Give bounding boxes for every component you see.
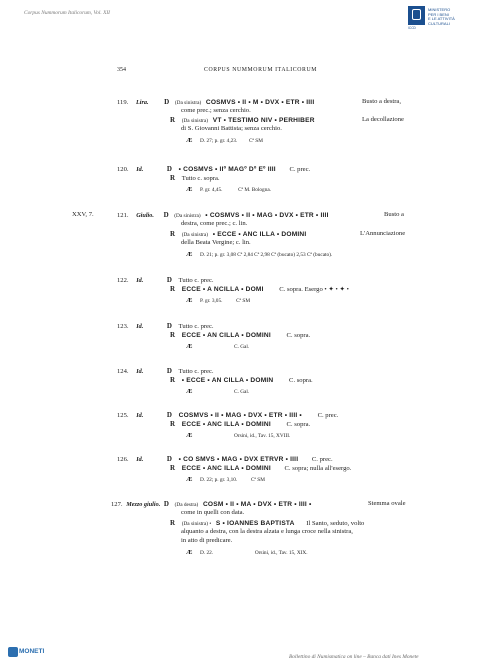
obverse-legend: COSM • II • MA • DVX • ETR • IIII •	[202, 501, 312, 508]
ministry-emblem-icon	[408, 6, 425, 25]
reverse-mark: R	[170, 331, 176, 339]
reverse-legend: • ECCE • ANC ILLA • DOMINI	[212, 231, 307, 238]
obverse-legend: • COSMVS • IIº MAGº Dº Eº IIII	[178, 166, 276, 173]
reverse-legend: VT • TESTIMO NIV • PERHIBER	[212, 117, 315, 124]
entry-line: R ECCE • ANC ILLA • DOMINI C. sopra.	[170, 420, 311, 428]
reverse-legend: S • IOANNES BAPTISTA	[215, 520, 295, 527]
obverse-mark: D	[166, 165, 172, 173]
entry-line: 127. Mezzo giulio. D (Da destra) COSM • II • MA • DVX • ETR • IIII •	[111, 500, 312, 508]
reverse-mark: R	[170, 230, 176, 238]
entry-meta: Æ P. gr. 3,05. Cª SM	[186, 297, 251, 304]
entry-line: 125. Id. D COSMVS • II • MAG • DVX • ETR • IIII • C. prec.	[117, 411, 339, 419]
entry-meta: Æ C. Gal.	[186, 343, 250, 350]
obverse-mark: D	[163, 211, 169, 219]
entry-meta: Æ D. 27; p. gr. 4,23. Cª SM	[186, 137, 263, 144]
obverse-mark: D	[166, 322, 172, 330]
reverse-legend: ECCE • ANC ILLA • DOMINI	[181, 421, 271, 428]
entry-meta: Æ D. 22; p. gr. 3,10. Cª SM	[186, 476, 265, 483]
reverse-mark: R	[170, 116, 176, 124]
reverse-mark: R	[170, 376, 176, 384]
reverse-legend: ECCE • AN CILLA • DOMINI	[181, 332, 271, 339]
footer-text: Bollettino di Numismatica on line – Banca dati Ines Monete	[289, 654, 419, 660]
plate-reference: XXV, 7.	[72, 211, 94, 218]
obverse-mark: D	[164, 98, 170, 106]
entry-meta: Æ D. 21; p. gr. 3,08 Cª 2,84 Cª 2,98 Cª (bucato) 2,53 Cª (bucato).	[186, 251, 333, 258]
reverse-mark: R	[170, 464, 176, 472]
reverse-mark: R	[170, 420, 176, 428]
entry-line: R (Da sinistra) • ECCE • ANC ILLA • DOMINI	[170, 230, 307, 238]
entry-line: 119. Lira. D (Da sinistra) COSMVS • II • M • DVX • ETR • IIII	[117, 98, 315, 106]
entry-line: R ECCE • AN CILLA • DOMINI C. sopra.	[170, 331, 311, 339]
obverse-mark: D	[166, 455, 172, 463]
entry-line: 123. Id. D Tutto c. prec.	[117, 322, 214, 330]
entry-meta: Æ P. gr. 4,45. Cª M. Bologna.	[186, 186, 272, 193]
entry-line: R Tutto c. sopra.	[170, 174, 220, 182]
entry-line: 124. Id. D Tutto c. prec.	[117, 367, 214, 375]
entry-meta: Æ D. 22. Orsini, id., Tav. 15, XIX.	[186, 549, 308, 556]
logo-subtitle: ICCD	[408, 26, 416, 30]
entry-line: R (Da sinistra) VT • TESTIMO NIV • PERHIBER	[170, 116, 315, 124]
reverse-legend: • ECCE • AN CILLA • DOMIN	[181, 377, 274, 384]
entry-line: R • ECCE • AN CILLA • DOMIN C. sopra.	[170, 376, 313, 384]
coin-icon	[8, 647, 18, 657]
entry-line: 120. Id. D • COSMVS • IIº MAGº Dº Eº IIII C. prec.	[117, 165, 311, 173]
running-title: CORPUS NUMMORUM ITALICORUM	[204, 67, 318, 73]
obverse-mark: D	[166, 276, 172, 284]
entry-line: R ECCE • ANC ILLA • DOMINI C. sopra; nulla all'esergo.	[170, 464, 352, 472]
entry-line: 121. Giulio. D (Da sinistra) • COSMVS • II • MAG • DVX • ETR • IIII	[117, 211, 329, 219]
moneti-logo: MONETI	[8, 644, 42, 659]
entry-line: R ECCE • A NCILLA • DOMI C. sopra. Esergo • ✦ • ✦ •	[170, 285, 349, 293]
entry-meta: Æ C. Gal.	[186, 388, 250, 395]
obverse-mark: D	[163, 500, 169, 508]
obverse-legend: • COSMVS • II • MAG • DVX • ETR • IIII	[205, 212, 329, 219]
source-header: Corpus Nummorum Italicorum, Vol. XII	[24, 10, 110, 16]
page-number: 354	[117, 67, 126, 73]
reverse-mark: R	[170, 174, 176, 182]
entry-line: 122. Id. D Tutto c. prec.	[117, 276, 214, 284]
entry-line: R (Da sinistra) • S • IOANNES BAPTISTA Il Santo, seduto, volto	[170, 519, 365, 527]
logo-text: MINISTERO PER I BENI E LE ATTIVITÀ CULTURALI	[428, 7, 455, 26]
obverse-legend: COSMVS • II • M • DVX • ETR • IIII	[205, 99, 315, 106]
ministry-logo	[408, 6, 476, 32]
reverse-mark: R	[170, 519, 176, 527]
entry-meta: Æ Orsini, id., Tav. 15, XVIII.	[186, 432, 291, 439]
obverse-legend: COSMVS • II • MAG • DVX • ETR • IIII •	[178, 412, 302, 419]
obverse-mark: D	[166, 411, 172, 419]
obverse-mark: D	[166, 367, 172, 375]
reverse-legend: ECCE • ANC ILLA • DOMINI	[181, 465, 271, 472]
entry-line: 126. Id. D • CO SMVS • MAG • DVX ETRVR • IIII C. prec.	[117, 455, 333, 463]
reverse-legend: ECCE • A NCILLA • DOMI	[181, 286, 264, 293]
obverse-legend: • CO SMVS • MAG • DVX ETRVR • IIII	[178, 456, 299, 463]
reverse-mark: R	[170, 285, 176, 293]
